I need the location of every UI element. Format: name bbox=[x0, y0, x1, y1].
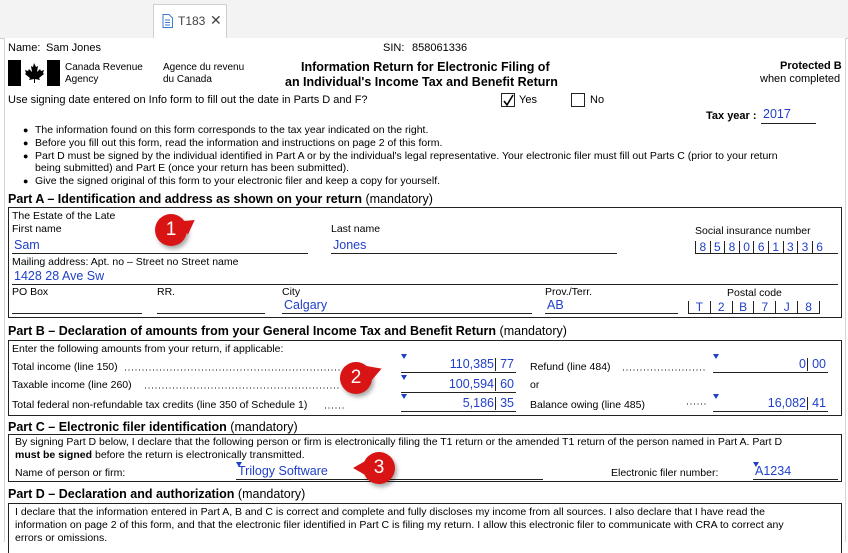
balance-label: Balance owing (line 485) bbox=[530, 399, 645, 411]
balance-dollars: 16,082 bbox=[767, 396, 806, 410]
agency-en-2: Agency bbox=[65, 74, 99, 85]
yes-label: Yes bbox=[519, 94, 537, 106]
signing-date-question: Use signing date entered on Info form to fill out the date in Parts D and F? bbox=[8, 94, 368, 106]
city-value: Calgary bbox=[284, 298, 328, 312]
sin-label: SIN: bbox=[383, 42, 405, 54]
taxable-income-label: Taxable income (line 260) bbox=[12, 379, 132, 391]
tab-t183[interactable] bbox=[153, 4, 227, 38]
taxable-income-field[interactable] bbox=[401, 376, 516, 393]
person-firm-label: Name of person or firm: bbox=[15, 467, 126, 479]
sin-digit: 0 bbox=[739, 241, 754, 253]
bullet-1: The information found on this form corresponds to the tax year indicated on the right. bbox=[35, 124, 429, 136]
part-c-heading bbox=[8, 420, 298, 434]
part-b-intro: Enter the following amounts from your return, if applicable: bbox=[12, 343, 284, 355]
part-d-line3: errors or omissions. bbox=[15, 532, 108, 544]
sin-digit: 6 bbox=[753, 241, 768, 253]
no-label: No bbox=[590, 94, 605, 106]
mailing-label: Mailing address: Apt. no – Street no Street name bbox=[12, 256, 239, 268]
bullet-4: Give the signed original of this form to your electronic filer and keep a copy for yourself. bbox=[35, 175, 441, 187]
sin-digit: 3 bbox=[783, 241, 798, 253]
sin-value: 858061336 bbox=[412, 42, 468, 54]
part-a-title: Part A – Identification and address as shown on your return bbox=[8, 192, 362, 206]
bullet-3-cont: being submitted) and Part E (once your return has been submitted). bbox=[35, 162, 350, 174]
callout-badge-3 bbox=[363, 452, 395, 484]
callout-badge-2 bbox=[340, 362, 372, 394]
mailing-value: 1428 28 Ave Sw bbox=[14, 269, 105, 283]
part-c-title: Part C – Electronic filer identification bbox=[8, 420, 227, 434]
name-label: Name: bbox=[8, 42, 41, 54]
tab-bar bbox=[0, 0, 848, 39]
total-income-dollars: 110,385 bbox=[449, 357, 494, 371]
checkmark-icon bbox=[502, 94, 515, 107]
balance-field[interactable] bbox=[713, 395, 828, 412]
estate-label: The Estate of the Late bbox=[12, 210, 116, 222]
close-icon[interactable]: ✕ bbox=[210, 12, 222, 28]
part-d-line1: I declare that the information entered in Part A, B and C is correct and complete and fully discloses my income from all sources. I also declare that I have read the bbox=[15, 506, 765, 518]
first-name-value: Sam bbox=[14, 238, 40, 252]
postal-char: 2 bbox=[710, 301, 732, 313]
form-title-line2: an Individual's Income Tax and Benefit Return bbox=[285, 75, 558, 89]
callout-number: 1 bbox=[165, 219, 177, 240]
callout-number: 2 bbox=[350, 367, 362, 388]
form-page bbox=[4, 38, 846, 542]
rr-label: RR. bbox=[157, 286, 176, 298]
postal-char: B bbox=[732, 301, 754, 313]
last-name-field[interactable] bbox=[331, 237, 617, 254]
agency-fr-2: du Canada bbox=[163, 74, 212, 85]
sin-digit-boxes[interactable] bbox=[695, 237, 838, 254]
refund-cents: 00 bbox=[812, 357, 826, 371]
agency-en-1: Canada Revenue bbox=[65, 62, 143, 73]
refund-dollars: 0 bbox=[799, 357, 806, 371]
form-title-line1: Information Return for Electronic Filing of bbox=[301, 60, 550, 74]
protected-label: Protected B bbox=[780, 60, 842, 72]
part-b-heading bbox=[8, 324, 567, 338]
filer-number-field[interactable] bbox=[753, 463, 838, 480]
po-box-label: PO Box bbox=[12, 286, 49, 298]
postal-char: T bbox=[688, 301, 710, 313]
postal-char: 7 bbox=[753, 301, 775, 313]
refund-field[interactable] bbox=[713, 356, 828, 373]
sin-digit: 8 bbox=[695, 241, 710, 253]
po-box-field[interactable] bbox=[12, 297, 142, 314]
balance-cents: 41 bbox=[812, 396, 826, 410]
person-firm-value: Trilogy Software bbox=[238, 464, 328, 478]
dot-leaders bbox=[125, 368, 345, 410]
part-b-title: Part B – Declaration of amounts from your General Income Tax and Benefit Return bbox=[8, 324, 497, 338]
mailing-field[interactable] bbox=[12, 268, 838, 285]
sin-digit: 8 bbox=[724, 241, 739, 253]
tax-year-value: 2017 bbox=[763, 107, 791, 121]
sin-field-label: Social insurance number bbox=[695, 225, 811, 237]
part-a-heading bbox=[8, 192, 433, 206]
city-label: City bbox=[282, 286, 301, 298]
credits-label: Total federal non-refundable tax credits (line 350 of Schedule 1) bbox=[12, 399, 308, 411]
taxable-income-cents: 60 bbox=[500, 377, 514, 391]
credits-field[interactable] bbox=[401, 395, 516, 412]
credits-cents: 35 bbox=[500, 396, 514, 410]
tax-year-label: Tax year : bbox=[706, 110, 757, 122]
refund-label: Refund (line 484) bbox=[530, 361, 611, 373]
postal-char: J bbox=[775, 301, 797, 313]
postal-code-boxes[interactable] bbox=[688, 297, 820, 314]
sin-digit: 5 bbox=[710, 241, 725, 253]
city-field[interactable] bbox=[282, 297, 532, 314]
sin-digit: 6 bbox=[812, 241, 827, 253]
rr-field[interactable] bbox=[157, 297, 265, 314]
filer-number-value: A1234 bbox=[755, 464, 792, 478]
part-d-line2: information on page 2 of this form, and that the electronic filer identified in Part C is filing my return. I allow this electronic filer to communicate with CRA to correct any bbox=[15, 519, 784, 531]
prov-label: Prov./Terr. bbox=[545, 286, 593, 298]
canada-flag-icon bbox=[8, 60, 60, 86]
sin-digit: 3 bbox=[797, 241, 812, 253]
part-c-line2: before the return is electronically transmitted. bbox=[95, 449, 305, 461]
prov-value: AB bbox=[547, 298, 564, 312]
part-a-tag: (mandatory) bbox=[365, 192, 433, 206]
dot-leaders-right bbox=[615, 364, 715, 406]
tab-label: T183 bbox=[178, 14, 206, 28]
part-d-tag: (mandatory) bbox=[237, 487, 306, 501]
tax-year-field[interactable] bbox=[761, 107, 816, 124]
bullet-icon: ● bbox=[23, 176, 29, 186]
no-checkbox[interactable] bbox=[571, 93, 585, 107]
yes-checkbox[interactable] bbox=[501, 93, 515, 107]
part-d-heading bbox=[8, 487, 305, 501]
protected-sub: when completed bbox=[760, 73, 841, 85]
total-income-cents: 77 bbox=[500, 357, 514, 371]
document-icon bbox=[162, 14, 173, 28]
callout-number: 3 bbox=[373, 457, 385, 478]
postal-char: 8 bbox=[797, 301, 820, 313]
total-income-label: Total income (line 150) bbox=[12, 361, 118, 373]
bullet-icon: ● bbox=[23, 125, 29, 135]
bullet-icon: ● bbox=[23, 151, 29, 161]
total-income-field[interactable] bbox=[401, 356, 516, 373]
last-name-value: Jones bbox=[333, 238, 367, 252]
last-name-label: Last name bbox=[331, 223, 381, 235]
bullet-icon: ● bbox=[23, 138, 29, 148]
callout-badge-1 bbox=[155, 214, 187, 246]
prov-field[interactable] bbox=[545, 297, 678, 314]
part-d-title: Part D – Declaration and authorization bbox=[8, 487, 235, 501]
first-name-label: First name bbox=[12, 223, 62, 235]
bullet-3: Part D must be signed by the individual identified in Part A or by the individual's legal representative. Your electronic filer must fill out Parts C (prior to your return bbox=[35, 150, 778, 162]
taxable-income-dollars: 100,594 bbox=[448, 377, 494, 391]
part-b-tag: (mandatory) bbox=[499, 324, 567, 338]
or-label: or bbox=[530, 379, 540, 391]
part-c-line1: By signing Part D below, I declare that the following person or firm is electronically filing the T1 return or the amended T1 return of the person named in Part A. Part D bbox=[15, 436, 783, 448]
agency-fr-1: Agence du revenu bbox=[163, 62, 245, 73]
part-c-must-sign: must be signed bbox=[15, 449, 93, 461]
postal-label: Postal code bbox=[727, 287, 782, 299]
filer-number-label: Electronic filer number: bbox=[611, 467, 719, 479]
part-c-tag: (mandatory) bbox=[230, 420, 298, 434]
credits-dollars: 5,186 bbox=[462, 396, 494, 410]
bullet-2: Before you fill out this form, read the information and instructions on page 2 of this form. bbox=[35, 137, 443, 149]
callout-pointer bbox=[353, 460, 367, 476]
name-value: Sam Jones bbox=[46, 42, 102, 54]
sin-digit: 1 bbox=[768, 241, 783, 253]
